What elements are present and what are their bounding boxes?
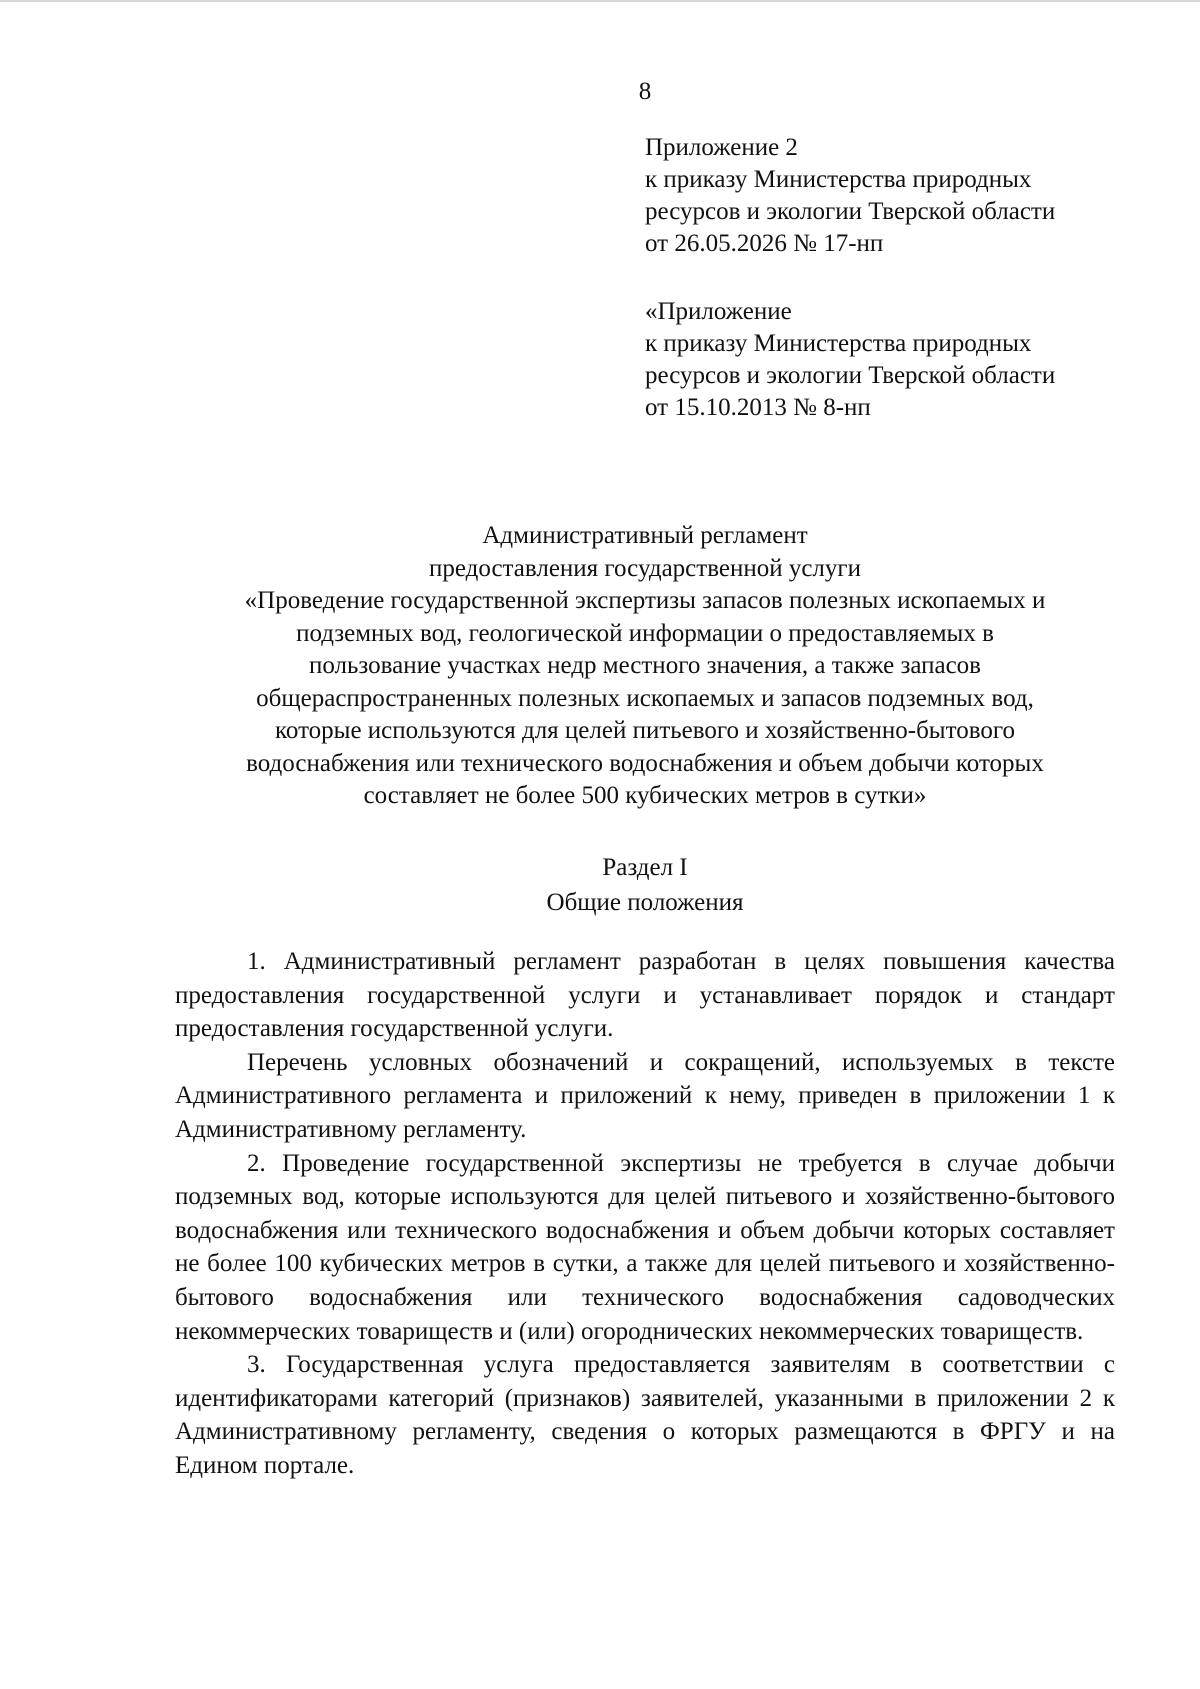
body-paragraph: Перечень условных обозначений и сокращений, используемых в тексте Административного регламента и приложений к нему, приведен в приложении 1 к Административному регламенту. xyxy=(175,1048,1115,1143)
annex-original-line: «Приложение xyxy=(645,298,792,325)
body-paragraph: 1. Административный регламент разработан в целях повышения качества предоставления государственной услуги и устанавливает порядок и стандарт предоставления государственной услуги. xyxy=(175,948,1115,1043)
section-heading xyxy=(160,850,1130,920)
title-line: которые используются для целей питьевого и хозяйственно-бытового xyxy=(275,717,1015,744)
annex-original-header xyxy=(645,296,1165,424)
title-line: предоставления государственной услуги xyxy=(428,554,862,582)
title-line: «Проведение государственной экспертизы запасов полезных ископаемых и xyxy=(244,587,1046,614)
section-name: Общие положения xyxy=(546,889,744,916)
section-number: Раздел I xyxy=(602,854,688,881)
body-paragraph: 2. Проведение государственной экспертизы не требуется в случае добычи подземных вод, которые используются для целей питьевого и хозяйственно-бытового водоснабжения или технического водоснабжения и объем добычи которых составляет не более 100 кубических метров в сутки, а также для целей питьевого и хозяйственно-бытового водоснабжения или технического водоснабжения садоводческих некоммерческих товариществ и (или) огороднических некоммерческих товариществ. xyxy=(175,1149,1115,1345)
title-line: общераспространенных полезных ископаемых и запасов подземных вод, xyxy=(256,684,1034,712)
title-line: водоснабжения или технического водоснабжения и объем добычи которых xyxy=(246,749,1044,777)
annex-original-line: ресурсов и экологии Тверской области xyxy=(645,362,1056,389)
annex-original-line: к приказу Министерства природных xyxy=(645,330,1032,357)
title-line: Административный регламент xyxy=(482,522,808,549)
body-paragraph: 3. Государственная услуга предоставляется заявителям в соответствии с идентификаторами категорий (признаков) заявителей, указанными в приложении 2 к Административному регламенту, сведения о которых размещаются в ФРГУ и на Едином портале. xyxy=(175,1351,1115,1479)
document-title xyxy=(160,520,1130,813)
annex-current-header xyxy=(645,132,1165,260)
body-text xyxy=(175,945,1115,1483)
annex-current-line: к приказу Министерства природных xyxy=(645,166,1032,193)
scan-edge-line xyxy=(0,0,1200,2)
annex-current-line: от 26.05.2026 № 17-нп xyxy=(645,230,884,257)
annex-original-line: от 15.10.2013 № 8-нп xyxy=(645,394,871,421)
title-line: подземных вод, геологической информации о предоставляемых в xyxy=(296,619,994,647)
title-line: составляет не более 500 кубических метров в сутки» xyxy=(363,782,927,809)
page-number: 8 xyxy=(638,78,652,105)
annex-current-line: Приложение 2 xyxy=(645,134,798,161)
annex-current-line: ресурсов и экологии Тверской области xyxy=(645,198,1056,225)
title-line: пользование участках недр местного значения, а также запасов xyxy=(309,652,981,679)
